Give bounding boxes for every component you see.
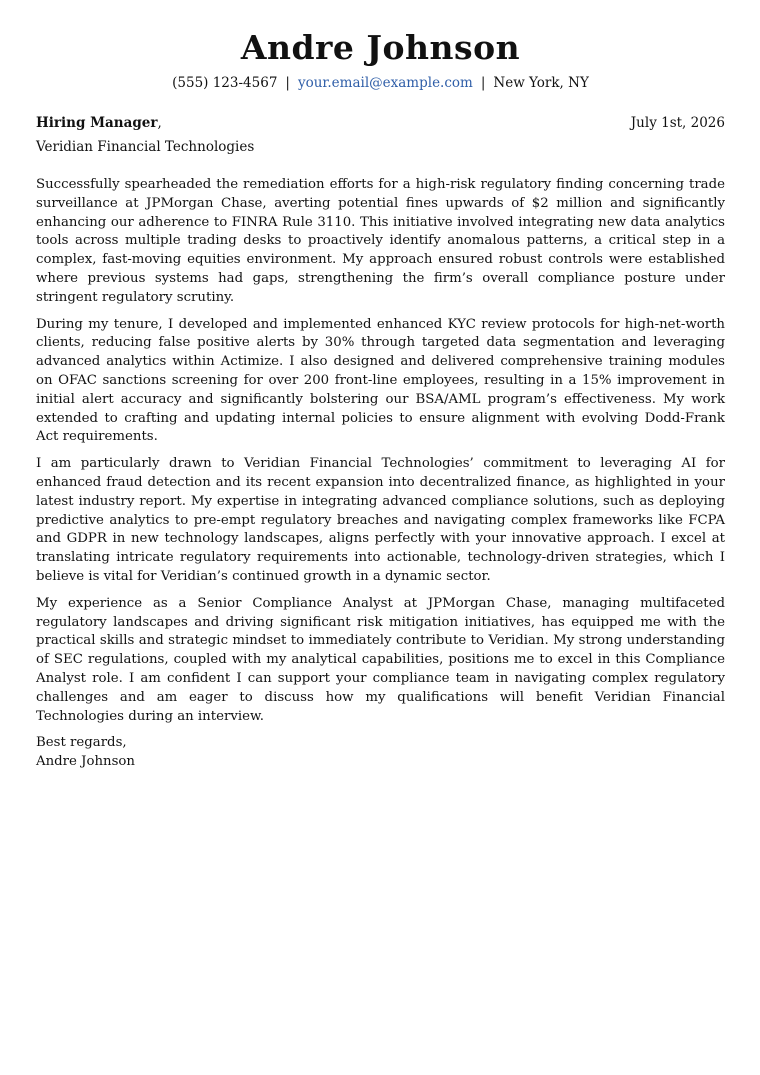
- body-paragraph: My experience as a Senior Compliance Analyst at JPMorgan Chase, managing multifaceted regulatory landscapes and driving significant risk mitigation initiatives, has equipped me with the practical skills and strategic mindset to immediately contribute to Veridian. My strong understanding of SEC regulations, coupled with my analytical capabilities, positions me to excel in this Compliance Analyst role. I am confident I can support your compliance team in navigating complex regulatory challenges and am eager to discuss how my qualifications will benefit Veridian Financial Technologies during an interview.: [36, 595, 725, 724]
- signature-name: Andre Johnson: [36, 754, 135, 770]
- contact-line: [36, 74, 725, 92]
- salutation-comma: ,: [157, 115, 162, 131]
- contact-separator: |: [285, 75, 290, 91]
- cover-letter-page: [36, 28, 725, 772]
- signoff: [36, 734, 725, 772]
- phone-number: (555) 123-4567: [172, 75, 278, 91]
- body-paragraph: Successfully spearheaded the remediation efforts for a high-risk regulatory finding concerning trade surveillance at JPMorgan Chase, averting potential fines upwards of $2 million and significantly enhancing our adherence to FINRA Rule 3110. This initiative involved integrating new data analytics tools across multiple trading desks to proactively identify anomalous patterns, a critical step in a complex, fast-moving equities environment. My approach ensured robust controls were established where previous systems had gaps, strengthening the firm’s overall compliance posture under stringent regulatory scrutiny.: [36, 177, 725, 305]
- contact-separator: |: [480, 75, 486, 91]
- applicant-name: Andre Johnson: [240, 28, 521, 67]
- salutation-row: [36, 114, 725, 132]
- recipient-name: Hiring Manager: [36, 115, 158, 131]
- body-paragraph: I am particularly drawn to Veridian Financial Technologies’ commitment to leveraging AI for enhanced fraud detection and its recent expansion into decentralized finance, as highlighted in your latest industry report. My expertise in integrating advanced compliance solutions, such as deploying predictive analytics to pre-empt regulatory breaches and navigating complex frameworks like FCPA and GDPR in new technology landscapes, aligns perfectly with your innovative approach. I excel at translating intricate regulatory requirements into actionable, technology-driven strategies, which I believe is vital for Veridian’s continued growth in a dynamic sector.: [36, 456, 725, 584]
- company-name: Veridian Financial Technologies: [36, 139, 255, 155]
- closing-phrase: Best regards,: [36, 735, 127, 751]
- salutation: [36, 114, 162, 132]
- location: New York, NY: [493, 75, 589, 91]
- letter-date: July 1st, 2026: [630, 115, 725, 131]
- email-link[interactable]: your.email@example.com: [297, 75, 473, 91]
- body-paragraph: During my tenure, I developed and implemented enhanced KYC review protocols for high-net-worth clients, reducing false positive alerts by 30% through targeted data segmentation and leveraging advanced analytics within Actimize. I also designed and delivered comprehensive training modules on OFAC sanctions screening for over 200 front-line employees, resulting in a 15% improvement in initial alert accuracy and significantly bolstering our BSA/AML program’s effectiveness. My work extended to crafting and updating internal policies to ensure alignment with evolving Dodd-Frank Act requirements.: [36, 316, 725, 445]
- letter-body: [36, 176, 725, 726]
